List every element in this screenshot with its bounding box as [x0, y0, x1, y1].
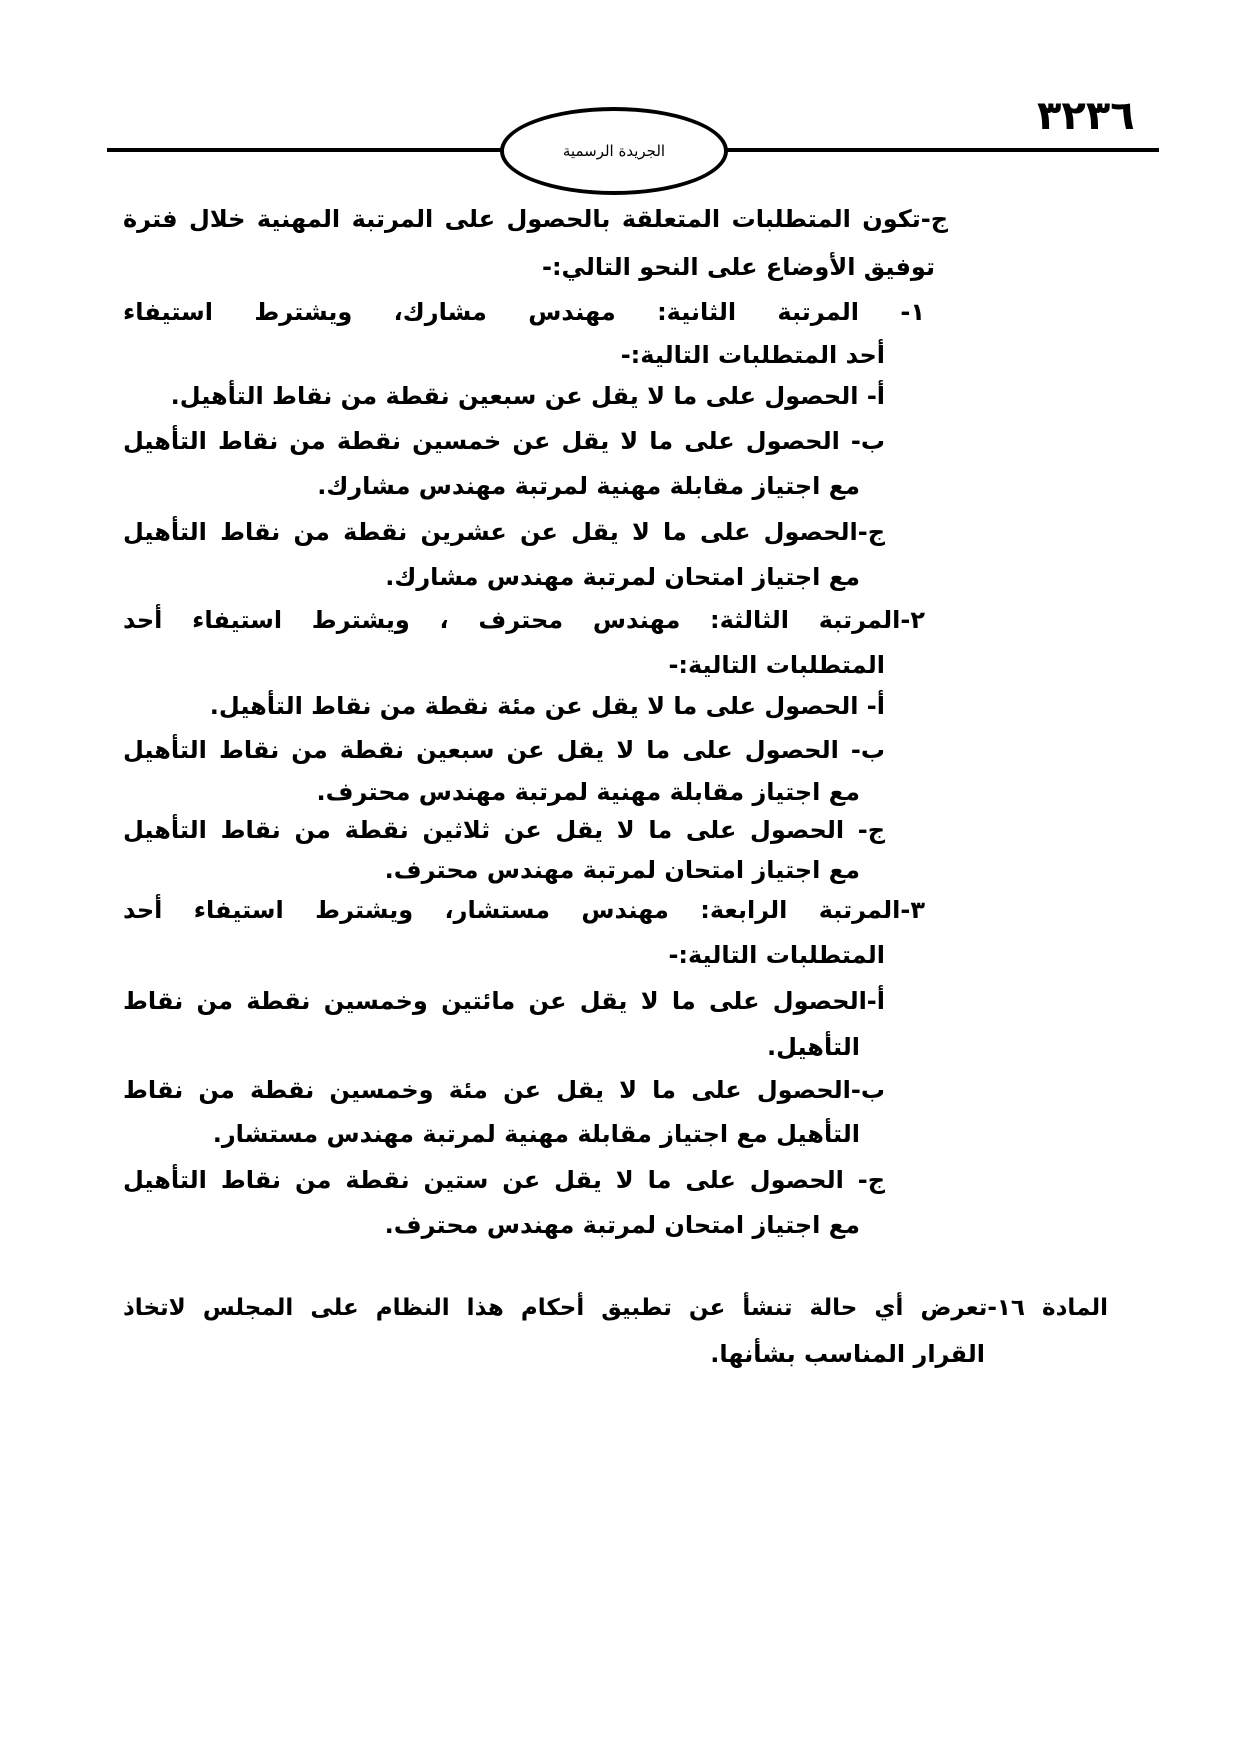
rank2-item-c-line2: مع اجتياز امتحان لمرتبة مهندس مشارك. [385, 563, 860, 591]
rank2-item-a: أ- الحصول على ما لا يقل عن سبعين نقطة من نقاط التأهيل. [170, 382, 885, 410]
article16-line2: القرار المناسب بشأنها. [710, 1340, 985, 1368]
rank4-item-b-line1: ب-الحصول على ما لا يقل عن مئة وخمسين نقطة من نقاط [123, 1076, 885, 1104]
rank2-item-b-line2: مع اجتياز مقابلة مهنية لمرتبة مهندس مشارك. [317, 472, 860, 500]
rank4-line1: ٣-المرتبة الرابعة: مهندس مستشار، ويشترط استيفاء أحد [123, 896, 925, 924]
rank3-item-c-line1: ج- الحصول على ما لا يقل عن ثلاثين نقطة من نقاط التأهيل [123, 816, 885, 844]
gazette-title: الجريدة الرسمية [562, 142, 666, 160]
rank3-item-c-line2: مع اجتياز امتحان لمرتبة مهندس محترف. [384, 856, 860, 884]
rank4-item-c-line1: ج- الحصول على ما لا يقل عن ستين نقطة من نقاط التأهيل [123, 1166, 885, 1194]
rank2-line2: أحد المتطلبات التالية:- [620, 341, 885, 369]
page-number: ٣٢٣٦ [1037, 93, 1135, 139]
rank3-item-b-line2: مع اجتياز مقابلة مهنية لمرتبة مهندس محترف. [316, 778, 860, 806]
rank3-item-b-line1: ب- الحصول على ما لا يقل عن سبعين نقطة من نقاط التأهيل [123, 736, 885, 764]
rank3-item-a: أ- الحصول على ما لا يقل عن مئة نقطة من نقاط التأهيل. [209, 692, 885, 720]
rank2-item-b-line1: ب- الحصول على ما لا يقل عن خمسين نقطة من نقاط التأهيل [123, 427, 885, 455]
rank3-line2: المتطلبات التالية:- [668, 651, 885, 679]
article16-line1: المادة ١٦-تعرض أي حالة تنشأ عن تطبيق أحكام هذا النظام على المجلس لاتخاذ [123, 1295, 1109, 1321]
rank2-item-c-line1: ج-الحصول على ما لا يقل عن عشرين نقطة من نقاط التأهيل [123, 518, 885, 546]
rank4-item-a-line1: أ-الحصول على ما لا يقل عن مائتين وخمسين نقطة من نقاط [123, 987, 885, 1015]
rank4-item-a-line2: التأهيل. [766, 1033, 860, 1061]
rank2-line1: ١- المرتبة الثانية: مهندس مشارك، ويشترط استيفاء [123, 298, 925, 326]
rank3-line1: ٢-المرتبة الثالثة: مهندس محترف ، ويشترط استيفاء أحد [123, 606, 925, 634]
rank4-line2: المتطلبات التالية:- [668, 941, 885, 969]
rank4-item-c-line2: مع اجتياز امتحان لمرتبة مهندس محترف. [384, 1211, 860, 1239]
rank4-item-b-line2: التأهيل مع اجتياز مقابلة مهنية لمرتبة مهندس مستشار. [212, 1120, 860, 1148]
para-c-line1: ج-تكون المتطلبات المتعلقة بالحصول على المرتبة المهنية خلال فترة [123, 205, 948, 233]
para-c-line2: توفيق الأوضاع على النحو التالي:- [542, 253, 935, 281]
